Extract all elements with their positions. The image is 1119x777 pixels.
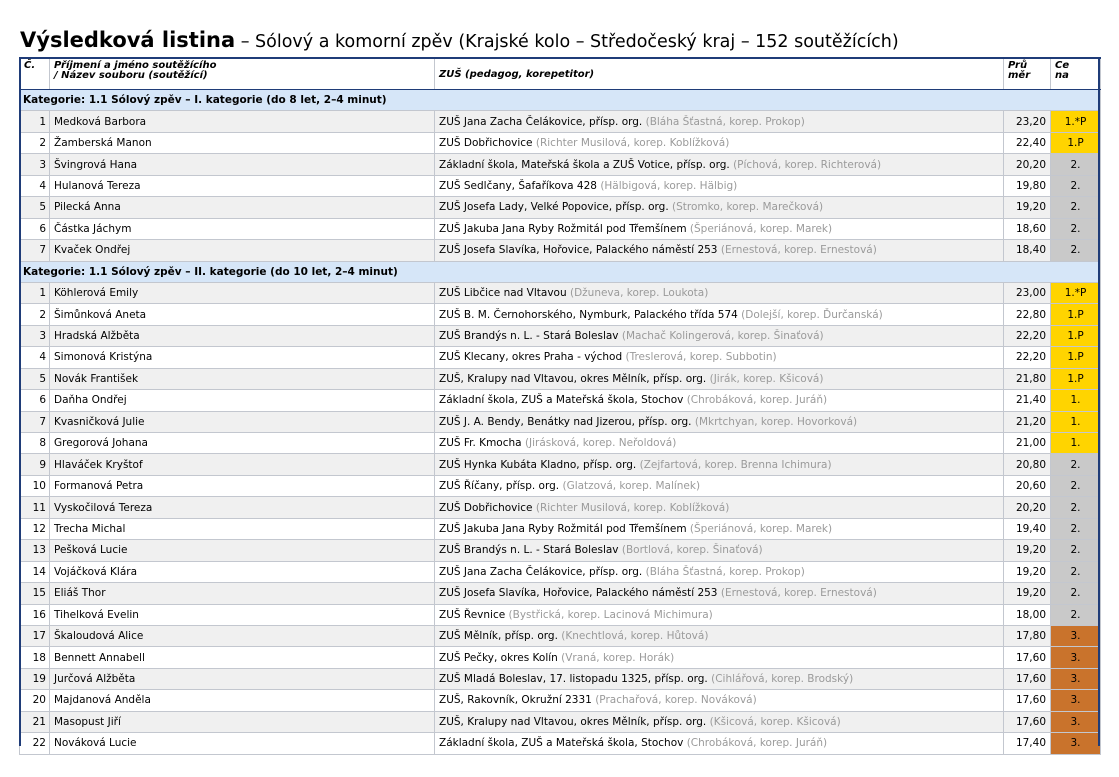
- school-name: ZUŠ Brandýs n. L. - Stará Boleslav: [439, 330, 619, 343]
- contestant-name: Hradská Alžběta: [50, 325, 435, 346]
- prize-badge: 2.: [1051, 583, 1101, 604]
- school-name: ZUŠ Řevnice: [439, 608, 506, 621]
- school-name: ZUŠ Pečky, okres Kolín: [439, 651, 558, 664]
- contestant-name: Nováková Lucie: [50, 733, 435, 754]
- school-cell: [435, 240, 1004, 261]
- school-cell: [435, 433, 1004, 454]
- teacher-names: (Dolejší, korep. Ďurčanská): [741, 308, 883, 321]
- prize-badge: 2.: [1051, 197, 1101, 218]
- school-name: ZUŠ B. M. Černohorského, Nymburk, Palackého třída 574: [439, 308, 738, 321]
- teacher-names: (Zejfartová, korep. Brenna Ichimura): [639, 458, 832, 471]
- prize-badge: 1.P: [1051, 304, 1101, 325]
- school-cell: [435, 475, 1004, 496]
- teacher-names: (Knechtlová, korep. Hůtová): [561, 630, 709, 643]
- row-number: 15: [20, 583, 50, 604]
- teacher-names: (Bláha Šťastná, korep. Prokop): [645, 115, 805, 128]
- average-score: 18,40: [1004, 240, 1051, 261]
- prize-badge: 2.: [1051, 518, 1101, 539]
- row-number: 3: [20, 154, 50, 175]
- table-row: [20, 368, 1101, 389]
- average-score: 19,20: [1004, 197, 1051, 218]
- table-row: [20, 733, 1101, 754]
- school-name: Základní škola, ZUŠ a Mateřská škola, Stochov: [439, 737, 684, 750]
- average-score: 18,00: [1004, 604, 1051, 625]
- prize-badge: 2.: [1051, 218, 1101, 239]
- teacher-names: (Hälbigová, korep. Hälbig): [600, 179, 738, 192]
- col-header-name: Příjmení a jméno soutěžícího / Název souboru (soutěžící): [50, 58, 435, 90]
- school-cell: [435, 132, 1004, 153]
- contestant-name: Formanová Petra: [50, 475, 435, 496]
- teacher-names: (Treslerová, korep. Subbotin): [625, 351, 777, 364]
- teacher-names: (Bláha Šťastná, korep. Prokop): [645, 565, 805, 578]
- school-name: ZUŠ Říčany, přísp. org.: [439, 480, 560, 493]
- school-name: ZUŠ, Kralupy nad Vltavou, okres Mělník, přísp. org.: [439, 372, 707, 385]
- school-name: ZUŠ Klecany, okres Praha - východ: [439, 351, 623, 364]
- row-number: 5: [20, 368, 50, 389]
- table-row: [20, 154, 1101, 175]
- teacher-names: (Bystřická, korep. Lacinová Michimura): [508, 608, 713, 621]
- school-cell: [435, 111, 1004, 132]
- average-score: 19,20: [1004, 540, 1051, 561]
- school-name: ZUŠ, Kralupy nad Vltavou, okres Mělník, přísp. org.: [439, 715, 707, 728]
- average-score: 23,00: [1004, 282, 1051, 303]
- prize-badge: 1.*P: [1051, 282, 1101, 303]
- table-row: [20, 433, 1101, 454]
- contestant-name: Hlaváček Kryštof: [50, 454, 435, 475]
- table-row: [20, 561, 1101, 582]
- school-cell: [435, 583, 1004, 604]
- teacher-names: (Šperiánová, korep. Marek): [689, 522, 833, 535]
- contestant-name: Kvasničková Julie: [50, 411, 435, 432]
- teacher-names: (Richter Musilová, korep. Koblížková): [535, 137, 730, 150]
- table-row: [20, 518, 1101, 539]
- school-cell: [435, 647, 1004, 668]
- row-number: 13: [20, 540, 50, 561]
- table-row: [20, 304, 1101, 325]
- title-main: Výsledková listina: [20, 28, 236, 52]
- row-number: 1: [20, 111, 50, 132]
- school-name: ZUŠ Dobřichovice: [439, 501, 533, 514]
- row-number: 10: [20, 475, 50, 496]
- school-cell: [435, 197, 1004, 218]
- category-label: Kategorie: 1.1 Sólový zpěv – I. kategorie (do 8 let, 2–4 minut): [20, 90, 1101, 111]
- average-score: 17,60: [1004, 690, 1051, 711]
- school-name: ZUŠ Jakuba Jana Ryby Rožmitál pod Třemšínem: [439, 522, 687, 535]
- teacher-names: (Ernestová, korep. Ernestová): [720, 244, 877, 257]
- contestant-name: Žamberská Manon: [50, 132, 435, 153]
- table-row: [20, 711, 1101, 732]
- row-number: 21: [20, 711, 50, 732]
- school-name: ZUŠ Mladá Boleslav, 17. listopadu 1325, přísp. org.: [439, 673, 708, 686]
- contestant-name: Šimůnková Aneta: [50, 304, 435, 325]
- col-header-school: ZUŠ (pedagog, korepetitor): [435, 58, 1004, 90]
- contestant-name: Gregorová Johana: [50, 433, 435, 454]
- teacher-names: (Šperiánová, korep. Marek): [689, 222, 833, 235]
- results-table: [19, 57, 1101, 755]
- table-row: [20, 411, 1101, 432]
- row-number: 19: [20, 668, 50, 689]
- average-score: 21,20: [1004, 411, 1051, 432]
- school-cell: [435, 604, 1004, 625]
- prize-badge: 2.: [1051, 154, 1101, 175]
- average-score: 19,20: [1004, 583, 1051, 604]
- school-name: ZUŠ Libčice nad Vltavou: [439, 287, 567, 300]
- contestant-name: Kvaček Ondřej: [50, 240, 435, 261]
- teacher-names: (Bortlová, korep. Šinaťová): [621, 544, 763, 557]
- table-row: [20, 111, 1101, 132]
- row-number: 14: [20, 561, 50, 582]
- row-number: 6: [20, 218, 50, 239]
- contestant-name: Köhlerová Emily: [50, 282, 435, 303]
- prize-badge: 2.: [1051, 475, 1101, 496]
- average-score: 20,20: [1004, 154, 1051, 175]
- school-name: ZUŠ Sedlčany, Šafaříkova 428: [439, 179, 597, 192]
- school-cell: [435, 282, 1004, 303]
- average-score: 22,80: [1004, 304, 1051, 325]
- school-cell: [435, 518, 1004, 539]
- school-name: ZUŠ J. A. Bendy, Benátky nad Jizerou, přísp. org.: [439, 415, 692, 428]
- school-cell: [435, 454, 1004, 475]
- table-row: [20, 454, 1101, 475]
- teacher-names: (Ernestová, korep. Ernestová): [720, 587, 877, 600]
- teacher-names: (Mkrtchyan, korep. Hovorková): [694, 415, 858, 428]
- school-name: ZUŠ Hynka Kubáta Kladno, přísp. org.: [439, 458, 637, 471]
- school-cell: [435, 304, 1004, 325]
- prize-badge: 2.: [1051, 540, 1101, 561]
- table-header-row: [20, 58, 1101, 90]
- average-score: 20,20: [1004, 497, 1051, 518]
- teacher-names: (Jirák, korep. Kšicová): [709, 372, 824, 385]
- school-cell: [435, 540, 1004, 561]
- school-name: ZUŠ Fr. Kmocha: [439, 437, 522, 450]
- school-cell: [435, 711, 1004, 732]
- row-number: 9: [20, 454, 50, 475]
- prize-badge: 1.: [1051, 411, 1101, 432]
- teacher-names: (Richter Musilová, korep. Koblížková): [535, 501, 730, 514]
- table-body: [20, 90, 1101, 755]
- school-name: ZUŠ Josefa Slavíka, Hořovice, Palackého náměstí 253: [439, 587, 718, 600]
- table-row: [20, 218, 1101, 239]
- average-score: 20,80: [1004, 454, 1051, 475]
- contestant-name: Majdanová Anděla: [50, 690, 435, 711]
- contestant-name: Pešková Lucie: [50, 540, 435, 561]
- contestant-name: Masopust Jiří: [50, 711, 435, 732]
- row-number: 7: [20, 411, 50, 432]
- prize-badge: 3.: [1051, 690, 1101, 711]
- prize-badge: 2.: [1051, 561, 1101, 582]
- table-row: [20, 540, 1101, 561]
- school-name: Základní škola, Mateřská škola a ZUŠ Votice, přísp. org.: [439, 158, 730, 171]
- school-name: ZUŠ Mělník, přísp. org.: [439, 630, 558, 643]
- contestant-name: Eliáš Thor: [50, 583, 435, 604]
- average-score: 21,40: [1004, 390, 1051, 411]
- table-row: [20, 390, 1101, 411]
- row-number: 20: [20, 690, 50, 711]
- row-number: 8: [20, 433, 50, 454]
- contestant-name: Trecha Michal: [50, 518, 435, 539]
- average-score: 17,80: [1004, 625, 1051, 646]
- row-number: 17: [20, 625, 50, 646]
- school-cell: [435, 347, 1004, 368]
- average-score: 17,60: [1004, 647, 1051, 668]
- contestant-name: Vyskočilová Tereza: [50, 497, 435, 518]
- contestant-name: Jurčová Alžběta: [50, 668, 435, 689]
- col-header-prize: Ce na: [1051, 58, 1101, 90]
- contestant-name: Medková Barbora: [50, 111, 435, 132]
- average-score: 17,60: [1004, 668, 1051, 689]
- teacher-names: (Glatzová, korep. Malínek): [562, 480, 701, 493]
- average-score: 21,80: [1004, 368, 1051, 389]
- school-cell: [435, 175, 1004, 196]
- prize-badge: 3.: [1051, 668, 1101, 689]
- school-cell: [435, 390, 1004, 411]
- prize-badge: 1.: [1051, 433, 1101, 454]
- school-cell: [435, 625, 1004, 646]
- average-score: 17,60: [1004, 711, 1051, 732]
- row-number: 1: [20, 282, 50, 303]
- row-number: 4: [20, 347, 50, 368]
- school-cell: [435, 325, 1004, 346]
- teacher-names: (Kšicová, korep. Kšicová): [709, 715, 841, 728]
- row-number: 4: [20, 175, 50, 196]
- teacher-names: (Prachařová, korep. Nováková): [595, 694, 757, 707]
- prize-badge: 3.: [1051, 625, 1101, 646]
- contestant-name: Částka Jáchym: [50, 218, 435, 239]
- table-row: [20, 347, 1101, 368]
- table-row: [20, 197, 1101, 218]
- average-score: 19,40: [1004, 518, 1051, 539]
- table-row: [20, 668, 1101, 689]
- school-name: ZUŠ Josefa Lady, Velké Popovice, přísp. org.: [439, 201, 669, 214]
- col-header-score: Prů měr: [1004, 58, 1051, 90]
- contestant-name: Pilecká Anna: [50, 197, 435, 218]
- school-name: ZUŠ Brandýs n. L. - Stará Boleslav: [439, 544, 619, 557]
- teacher-names: (Stromko, korep. Marečková): [672, 201, 824, 214]
- teacher-names: (Džuneva, korep. Loukota): [569, 287, 709, 300]
- teacher-names: (Cihlářová, korep. Brodský): [711, 673, 854, 686]
- teacher-names: (Chrobáková, korep. Juráň): [686, 737, 828, 750]
- table-row: [20, 175, 1101, 196]
- school-cell: [435, 218, 1004, 239]
- school-name: ZUŠ Josefa Slavíka, Hořovice, Palackého náměstí 253: [439, 244, 718, 257]
- school-name: ZUŠ Jakuba Jana Ryby Rožmitál pod Třemšínem: [439, 222, 687, 235]
- row-number: 3: [20, 325, 50, 346]
- prize-badge: 1.*P: [1051, 111, 1101, 132]
- average-score: 18,60: [1004, 218, 1051, 239]
- contestant-name: Bennett Annabell: [50, 647, 435, 668]
- row-number: 16: [20, 604, 50, 625]
- contestant-name: Škaloudová Alice: [50, 625, 435, 646]
- contestant-name: Tihelková Evelin: [50, 604, 435, 625]
- average-score: 20,60: [1004, 475, 1051, 496]
- school-cell: [435, 411, 1004, 432]
- table-row: [20, 604, 1101, 625]
- table-row: [20, 475, 1101, 496]
- average-score: 22,20: [1004, 347, 1051, 368]
- school-name: Základní škola, ZUŠ a Mateřská škola, Stochov: [439, 394, 684, 407]
- col-header-number: Č.: [20, 58, 50, 90]
- row-number: 22: [20, 733, 50, 754]
- contestant-name: Vojáčková Klára: [50, 561, 435, 582]
- school-cell: [435, 733, 1004, 754]
- table-row: [20, 497, 1101, 518]
- row-number: 11: [20, 497, 50, 518]
- table-row: [20, 132, 1101, 153]
- prize-badge: 1.: [1051, 390, 1101, 411]
- teacher-names: (Píchová, korep. Richterová): [733, 158, 882, 171]
- prize-badge: 1.P: [1051, 347, 1101, 368]
- average-score: 17,40: [1004, 733, 1051, 754]
- table-row: [20, 325, 1101, 346]
- prize-badge: 1.P: [1051, 325, 1101, 346]
- prize-badge: 3.: [1051, 711, 1101, 732]
- table-row: [20, 690, 1101, 711]
- row-number: 12: [20, 518, 50, 539]
- table-row: [20, 583, 1101, 604]
- category-row: [20, 261, 1101, 282]
- school-cell: [435, 497, 1004, 518]
- prize-badge: 2.: [1051, 497, 1101, 518]
- school-name: ZUŠ Jana Zacha Čelákovice, přísp. org.: [439, 565, 643, 578]
- average-score: 19,80: [1004, 175, 1051, 196]
- row-number: 5: [20, 197, 50, 218]
- contestant-name: Švingrová Hana: [50, 154, 435, 175]
- average-score: 22,40: [1004, 132, 1051, 153]
- average-score: 21,00: [1004, 433, 1051, 454]
- contestant-name: Hulanová Tereza: [50, 175, 435, 196]
- school-cell: [435, 368, 1004, 389]
- row-number: 2: [20, 132, 50, 153]
- average-score: 19,20: [1004, 561, 1051, 582]
- average-score: 23,20: [1004, 111, 1051, 132]
- school-cell: [435, 690, 1004, 711]
- table-row: [20, 625, 1101, 646]
- teacher-names: (Jirásková, korep. Neřoldová): [524, 437, 677, 450]
- prize-badge: 3.: [1051, 733, 1101, 754]
- contestant-name: Simonová Kristýna: [50, 347, 435, 368]
- school-cell: [435, 154, 1004, 175]
- prize-badge: 1.P: [1051, 132, 1101, 153]
- table-row: [20, 282, 1101, 303]
- row-number: 2: [20, 304, 50, 325]
- school-name: ZUŠ, Rakovník, Okružní 2331: [439, 694, 592, 707]
- teacher-names: (Machač Kolingerová, korep. Šinaťová): [621, 330, 824, 343]
- category-label: Kategorie: 1.1 Sólový zpěv – II. kategorie (do 10 let, 2–4 minut): [20, 261, 1101, 282]
- teacher-names: (Chrobáková, korep. Juráň): [686, 394, 828, 407]
- school-name: ZUŠ Jana Zacha Čelákovice, přísp. org.: [439, 115, 643, 128]
- prize-badge: 3.: [1051, 647, 1101, 668]
- row-number: 18: [20, 647, 50, 668]
- prize-badge: 2.: [1051, 240, 1101, 261]
- page-title: [20, 28, 899, 52]
- table-row: [20, 240, 1101, 261]
- contestant-name: Daňha Ondřej: [50, 390, 435, 411]
- school-cell: [435, 668, 1004, 689]
- school-cell: [435, 561, 1004, 582]
- prize-badge: 2.: [1051, 175, 1101, 196]
- school-name: ZUŠ Dobřichovice: [439, 137, 533, 150]
- row-number: 6: [20, 390, 50, 411]
- row-number: 7: [20, 240, 50, 261]
- prize-badge: 1.P: [1051, 368, 1101, 389]
- contestant-name: Novák František: [50, 368, 435, 389]
- prize-badge: 2.: [1051, 604, 1101, 625]
- title-subtitle: – Sólový a komorní zpěv (Krajské kolo – Středočeský kraj – 152 soutěžících): [235, 32, 899, 52]
- prize-badge: 2.: [1051, 454, 1101, 475]
- average-score: 22,20: [1004, 325, 1051, 346]
- category-row: [20, 90, 1101, 111]
- teacher-names: (Vraná, korep. Horák): [561, 651, 675, 664]
- table-row: [20, 647, 1101, 668]
